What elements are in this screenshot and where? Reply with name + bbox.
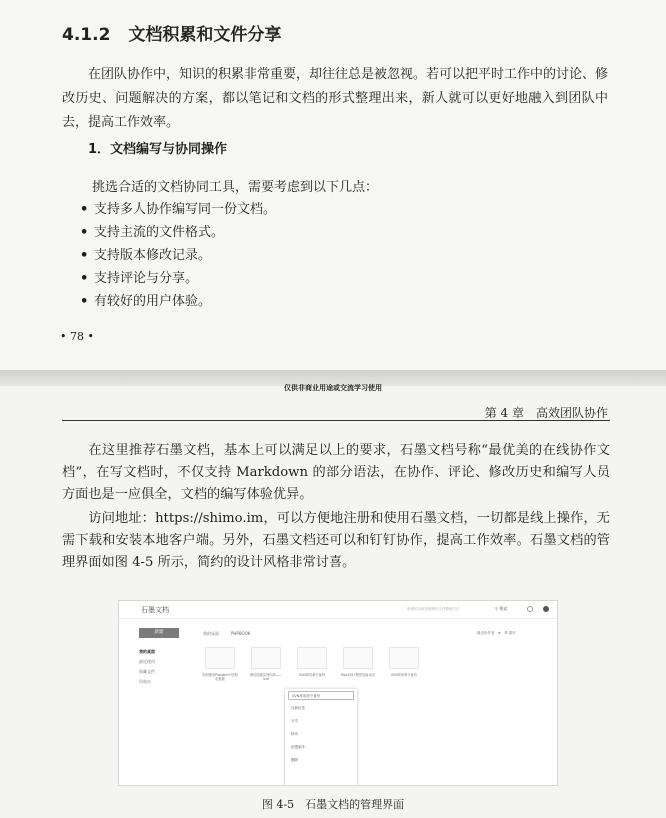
figure-screenshot [118,600,558,786]
context-menu [285,689,357,785]
file-thumbnail[interactable] [389,647,419,669]
app-logo: 石墨文档 [141,606,169,614]
breadcrumb-item[interactable]: PHPBOOK [231,631,251,636]
search-button[interactable]: ⚲ 搜索 [495,606,508,611]
file-name: SVN常用命令备份 [391,673,417,677]
considerations-list [80,198,276,313]
list-item: • 支持多人协作编写同一份文档。 [80,202,277,217]
intro-paragraph: 在团队协作中，知识的积累非常重要，却往往总是被忽视。若可以把平时工作中的讨论、修改历史、问题解决的方案，都以笔记和文档的形式整理出来，新人就可以更好地融入到团队中去，提高工作效率。 [62,67,609,130]
sidebar-item-desktop[interactable]: 我的桌面 [139,649,155,654]
section-title: 文档积累和文件分享 [128,25,282,45]
bell-icon[interactable] [527,606,533,612]
watermark: 仅供非商业用途或交流学习使用 [284,384,382,392]
considerations-intro: 挑选合适的文档协同工具，需要考虑到以下几点： [92,180,379,195]
access-paragraph: 访问地址：https://shimo.im，可以方便地注册和使用石墨文档，一切都是线上操作，无需下载和安装本地客户端。另外，石墨文档还可以和钉钉协作，提高工作效率。石墨文档的管理界面如图 4-5 所示，简约的设计风格非常讨喜。 [62,511,610,570]
sidebar-item-starred[interactable]: 收藏文件 [139,669,155,674]
chapter-header: 第 4 章 高效团队协作 [484,406,608,420]
page-number: • 78 • [60,330,94,343]
file-thumbnail[interactable] [205,647,235,669]
top-page [0,0,666,370]
avatar[interactable] [543,606,549,612]
figure-caption: 图 4-5 石墨文档的管理界面 [261,798,405,811]
toolbar[interactable]: 最近协作者 ⊕ ☰ 排序 [477,631,516,635]
menu-item-delete[interactable]: 删除 [291,758,298,762]
menu-item-copy[interactable]: 创建副本 [291,745,305,749]
file-name: 如何使用Protobuf+结构化数据 [202,673,238,681]
app-topbar [119,601,557,619]
file-name: Mac2017程序指南未完 [341,673,375,677]
menu-item-open-new-tab[interactable]: 在新标签 [291,706,305,710]
file-name: 微信前端实现代码——Vue [250,673,282,681]
new-button[interactable]: 新建 [139,628,179,638]
breadcrumb-item[interactable]: 我的桌面 [203,631,219,636]
section-number: 4.1.2 [62,25,111,45]
section-heading [62,20,281,45]
sidebar-item-recent[interactable]: 最近使用 [139,659,155,664]
file-name: SVN常用命令备份 [299,673,325,677]
menu-item-move[interactable]: 移动 [291,732,298,736]
rename-input[interactable]: SVN常用命令备份 [288,691,354,700]
recommendation-paragraph: 在这里推荐石墨文档，基本上可以满足以上的要求，石墨文档号称“最优美的在线协作文档”，在写文档时，不仅支持 Markdown 的部分语法，在协作、评论、修改历史和编写人员方面也是一应俱全，文档的编写体验优异。 [62,443,610,502]
list-item: • 支持主流的文件格式。 [80,225,225,240]
notice-text: 新增的全新更便捷的文件整理方法 [407,607,460,611]
header-rule [62,420,610,421]
sidebar-item-trash[interactable]: 回收站 [139,679,151,684]
list-item: • 支持评论与分享。 [80,271,199,286]
file-thumbnail[interactable] [343,647,373,669]
sidebar [139,647,155,687]
menu-item-share[interactable]: 分享 [291,719,298,723]
file-thumbnail[interactable] [297,647,327,669]
file-thumbnail[interactable] [251,647,281,669]
list-item: • 支持版本修改记录。 [80,248,212,263]
list-item: • 有较好的用户体验。 [80,294,212,309]
subsection-heading: 1．文档编写与协同操作 [88,142,228,157]
